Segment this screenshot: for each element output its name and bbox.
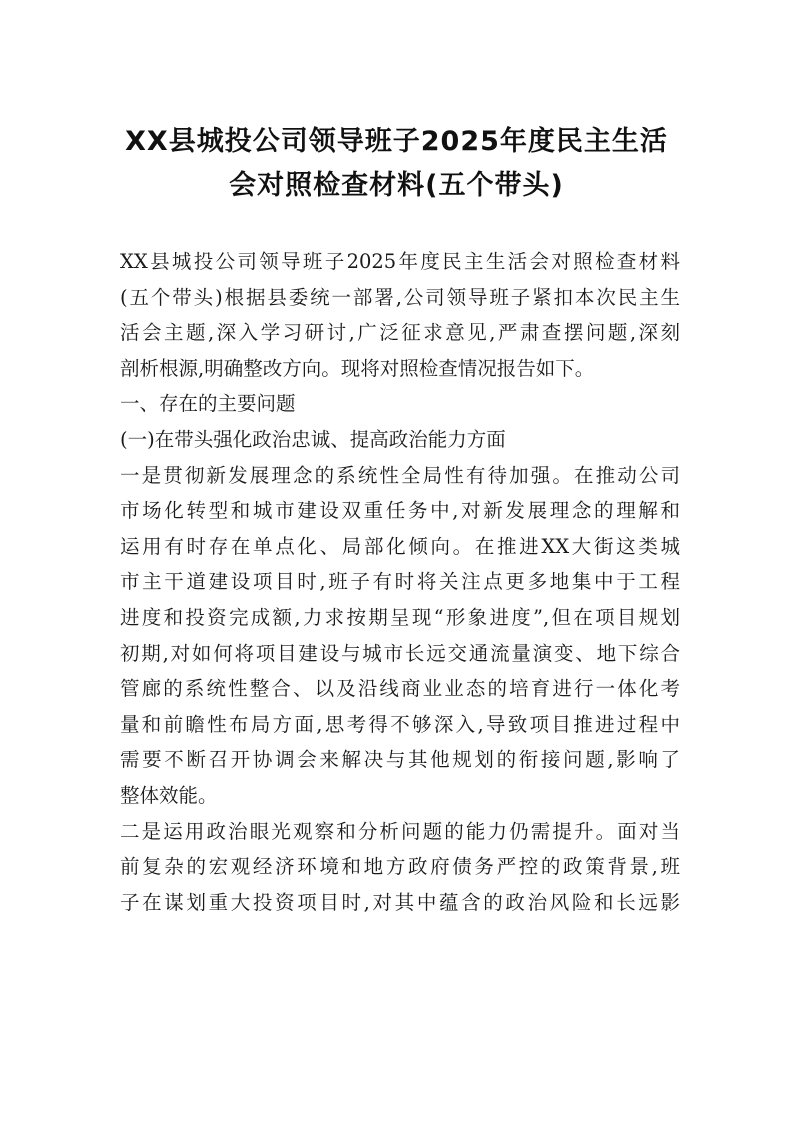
subsection-heading: (一)在带头强化政治忠诚、提高政治能力方面 <box>120 427 506 451</box>
document-title <box>100 120 693 208</box>
paragraph-2 <box>120 814 680 921</box>
text-line: 整体效能。 <box>120 783 218 807</box>
text-line: 管廊的系统性整合、以及沿线商业业态的培育进行一体化考 <box>120 677 680 701</box>
text-line: 活会主题,深入学习研讨,广泛征求意见,严肃查摆问题,深刻 <box>120 321 680 345</box>
text-line: 子在谋划重大投资项目时,对其中蕴含的政治风险和长远影 <box>120 890 680 914</box>
text-line: 运用有时存在单点化、局部化倾向。在推进XX大街这类城 <box>120 534 680 558</box>
text-line: 前复杂的宏观经济环境和地方政府债务严控的政策背景,班 <box>120 855 680 879</box>
text-line: XX县城投公司领导班子2025年度民主生活会对照检查材料 <box>120 250 680 273</box>
title-line: 会对照检查材料(五个带头) <box>229 170 564 201</box>
text-line: (五个带头)根据县委统一部署,公司领导班子紧扣本次民主生 <box>120 285 680 309</box>
document-body <box>120 244 680 920</box>
title-line: XX县城投公司领导班子2025年度民主生活 <box>125 126 668 157</box>
text-line: 量和前瞻性布局方面,思考得不够深入,导致项目推进过程中 <box>120 712 680 736</box>
text-line: 市主干道建设项目时,班子有时将关注点更多地集中于工程 <box>120 570 680 594</box>
text-line: 一是贯彻新发展理念的系统性全局性有待加强。在推动公司 <box>120 463 680 487</box>
text-line: 剖析根源,明确整改方向。现将对照检查情况报告如下。 <box>120 356 595 380</box>
text-line: 进度和投资完成额,力求按期呈现“形象进度”,但在项目规划 <box>120 605 680 629</box>
text-line: 二是运用政治眼光观察和分析问题的能力仍需提升。面对当 <box>120 819 680 843</box>
text-line: 初期,对如何将项目建设与城市长远交通流量演变、地下综合 <box>120 641 680 665</box>
text-line: 市场化转型和城市建设双重任务中,对新发展理念的理解和 <box>120 499 680 523</box>
section-heading: 一、存在的主要问题 <box>120 392 296 416</box>
paragraph-1 <box>120 458 680 814</box>
text-line: 需要不断召开协调会来解决与其他规划的衔接问题,影响了 <box>120 748 680 772</box>
intro-paragraph <box>120 244 680 386</box>
